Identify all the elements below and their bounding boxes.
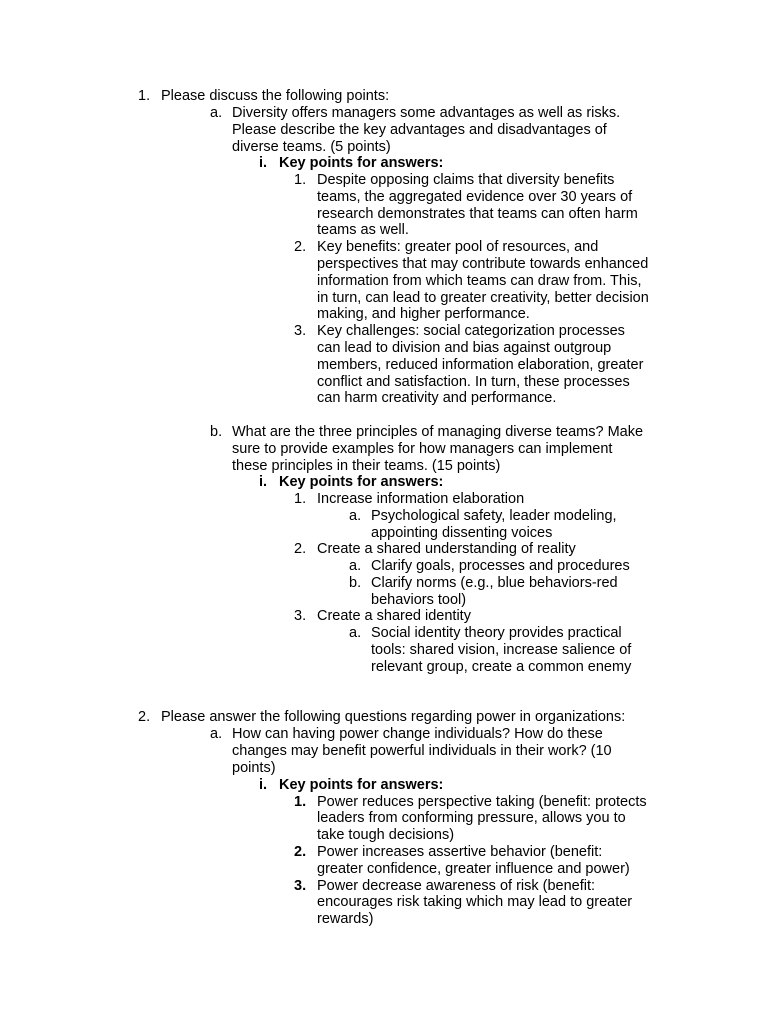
q2a-point-line: Power reduces perspective taking (benefit: protects bbox=[317, 794, 647, 810]
q1a-point-line: in turn, can lead to greater creativity, better decision bbox=[317, 290, 649, 306]
q2a-line: How can having power change individuals? How do these bbox=[232, 726, 603, 742]
q1b-sub-line: appointing dissenting voices bbox=[371, 525, 553, 541]
q1a-marker: a. bbox=[210, 105, 223, 121]
q1b-key-label: Key points for answers: bbox=[279, 474, 444, 490]
q1-prompt: Please discuss the following points: bbox=[161, 88, 390, 104]
q1a-point-line: perspectives that may contribute towards enhanced bbox=[317, 256, 649, 272]
q1b-sub-line: Social identity theory provides practical bbox=[371, 625, 622, 641]
q2a-point-line: encourages risk taking which may lead to greater bbox=[317, 894, 633, 910]
q1b-sub-line: Psychological safety, leader modeling, bbox=[371, 508, 617, 524]
q2a-point-marker: 1. bbox=[294, 794, 307, 810]
q1a-point-line: can harm creativity and performance. bbox=[317, 390, 557, 406]
q1b-line: these principles in their teams. (15 points) bbox=[232, 458, 501, 474]
q1b-sub-marker: a. bbox=[349, 558, 362, 574]
q1a-point-line: Despite opposing claims that diversity benefits bbox=[317, 172, 615, 188]
q1a-point-marker: 2. bbox=[294, 239, 307, 255]
q1b-sub-line: tools: shared vision, increase salience of bbox=[371, 642, 632, 658]
q1a-point-line: making, and higher performance. bbox=[317, 306, 530, 322]
q2a-point-line: take tough decisions) bbox=[317, 827, 455, 843]
q1a-key-label: Key points for answers: bbox=[279, 155, 444, 171]
q1a-point-line: research demonstrates that teams can often harm bbox=[317, 206, 638, 222]
q1b-line: What are the three principles of managing diverse teams? Make bbox=[232, 424, 644, 440]
q1a-line: Diversity offers managers some advantages as well as risks. bbox=[232, 105, 621, 121]
q1b-point-marker: 2. bbox=[294, 541, 307, 557]
q1b-sub-line: Clarify norms (e.g., blue behaviors-red bbox=[371, 575, 618, 591]
q2-prompt: Please answer the following questions regarding power in organizations: bbox=[161, 709, 626, 725]
q1b-marker: b. bbox=[210, 424, 223, 440]
q1a-line: diverse teams. (5 points) bbox=[232, 139, 391, 155]
q1b-point-text: Create a shared understanding of reality bbox=[317, 541, 576, 557]
q2a-point-line: Power decrease awareness of risk (benefit: bbox=[317, 878, 596, 894]
q1b-sub-line: Clarify goals, processes and procedures bbox=[371, 558, 630, 574]
q2a-point-line: leaders from conforming pressure, allows you to bbox=[317, 810, 626, 826]
q1-number: 1. bbox=[138, 88, 151, 104]
q2a-marker: a. bbox=[210, 726, 223, 742]
q1a-point-marker: 3. bbox=[294, 323, 307, 339]
q1b-point-text: Increase information elaboration bbox=[317, 491, 525, 507]
q2-number: 2. bbox=[138, 709, 151, 725]
q1b-point-marker: 1. bbox=[294, 491, 307, 507]
q1a-key-marker: i. bbox=[259, 155, 268, 171]
q2a-key-label: Key points for answers: bbox=[279, 777, 444, 793]
q1b-sub-marker: a. bbox=[349, 625, 362, 641]
q1a-point-line: Key benefits: greater pool of resources, and bbox=[317, 239, 599, 255]
q2a-point-line: rewards) bbox=[317, 911, 374, 927]
q2a-point-line: Power increases assertive behavior (benefit: bbox=[317, 844, 603, 860]
q1b-point-marker: 3. bbox=[294, 608, 307, 624]
q1b-sub-line: behaviors tool) bbox=[371, 592, 467, 608]
q1a-line: Please describe the key advantages and disadvantages of bbox=[232, 122, 607, 138]
q1b-sub-line: relevant group, create a common enemy bbox=[371, 659, 632, 675]
q2a-point-line: greater confidence, greater influence and power) bbox=[317, 861, 630, 877]
q2a-line: changes may benefit powerful individuals in their work? (10 bbox=[232, 743, 612, 759]
q1b-sub-marker: b. bbox=[349, 575, 362, 591]
q1a-point-line: information from which teams can draw from. This, bbox=[317, 273, 642, 289]
q1a-point-line: conflict and satisfaction. In turn, these processes bbox=[317, 374, 630, 390]
q1b-key-marker: i. bbox=[259, 474, 268, 490]
q1a-point-line: members, reduced information elaboration, greater bbox=[317, 357, 644, 373]
q2a-key-marker: i. bbox=[259, 777, 268, 793]
q2a-point-marker: 2. bbox=[294, 844, 307, 860]
q2a-point-marker: 3. bbox=[294, 878, 307, 894]
q1a-point-marker: 1. bbox=[294, 172, 307, 188]
q1a-point-line: Key challenges: social categorization processes bbox=[317, 323, 625, 339]
q1b-line: sure to provide examples for how managers can implement bbox=[232, 441, 613, 457]
q1b-point-text: Create a shared identity bbox=[317, 608, 471, 624]
q1a-point-line: can lead to division and bias against outgroup bbox=[317, 340, 612, 356]
q1b-sub-marker: a. bbox=[349, 508, 362, 524]
q2a-line: points) bbox=[232, 760, 276, 776]
q1a-point-line: teams, the aggregated evidence over 30 years of bbox=[317, 189, 633, 205]
q1a-point-line: teams as well. bbox=[317, 222, 409, 238]
